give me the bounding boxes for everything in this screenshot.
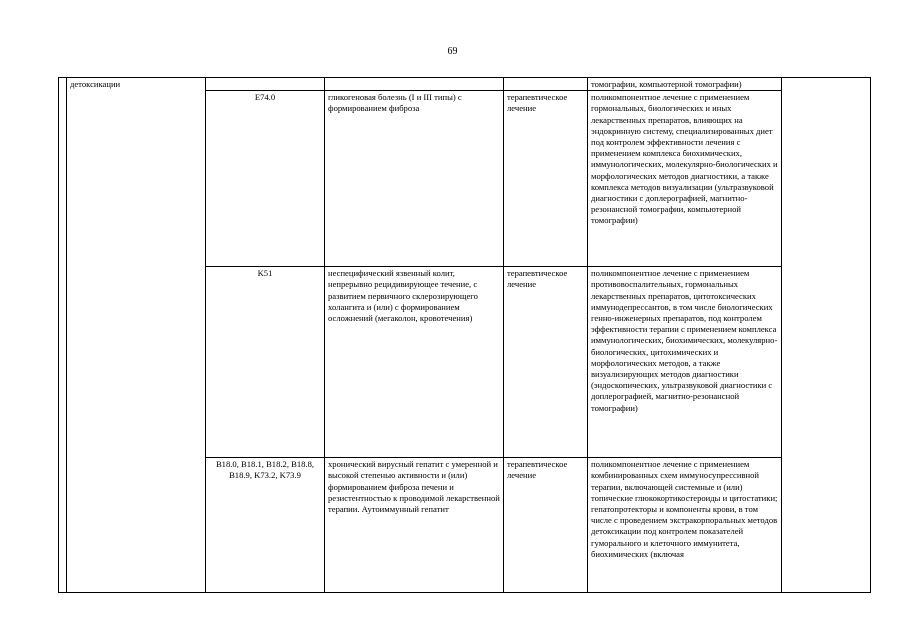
treatment-type-cell: терапевтическое лечение	[504, 458, 588, 593]
medical-care-table	[58, 77, 871, 593]
treatment-type-cell	[504, 78, 588, 91]
condition-cell: гликогеновая болезнь (I и III типы) с формированием фиброза	[325, 91, 504, 267]
number-cell	[59, 78, 67, 593]
condition-cell: хронический вирусный гепатит с умеренной и высокой степенью активности и (или) формированием фиброза печени и резистентностью к проводимой лекарственной терапии. Аутоиммунный гепатит	[325, 458, 504, 593]
cost-cell	[782, 78, 871, 593]
condition-cell: неспецифический язвенный колит, непрерывно рецидивирующее течение, с развитием первичного склерозирующего холангита и (или) с формированием осложнений (мегаколон, кровотечения)	[325, 267, 504, 458]
method-cell: поликомпонентное лечение с применением гормональных, биологических и иных лекарственных препаратов, влияющих на эндокринную систему, специализированных диет под контролем эффективности лечения с применением комплекса биохимических, иммунологических, молекулярно-биологических и морфологических методов диагностики, а также комплекса методов визуализации (ультразвуковой диагностики с доплерографией, магнитно-резонансной томографии, компьютерной томографии)	[588, 91, 782, 267]
method-cell: поликомпонентное лечение с применением комбинированных схем иммуносупрессивной терапии, включающей системные и (или) топические глюкокортикостероиды и цитостатики; гепатопротекторы и компоненты крови, в том числе с проведением экстракорпоральных методов детоксикации под контролем показателей гуморального и клеточного иммунитета, биохимических (включая	[588, 458, 782, 593]
method-cell: томографии, компьютерной томографии)	[588, 78, 782, 91]
method-cell: поликомпонентное лечение с применением противовоспалительных, гормональных лекарственных препаратов, цитотоксических иммунодепрессантов, в том числе биологических генно-инженерных препаратов, под контролем эффективности терапии с применением комплекса иммунологических, биохимических, молекулярно-биологических, цитохимических и морфологических методов, а также визуализирующих методов диагностики (эндоскопических, ультразвуковой диагностики с доплерографией, магнитно-резонансной томографии)	[588, 267, 782, 458]
treatment-type-cell: терапевтическое лечение	[504, 91, 588, 267]
code-cell: B18.0, B18.1, B18.2, B18.8, B18.9, K73.2, K73.9	[206, 458, 325, 593]
condition-cell	[325, 78, 504, 91]
code-cell: K51	[206, 267, 325, 458]
page-number: 69	[447, 46, 458, 57]
table-row-continuation	[59, 78, 871, 91]
profile-cell: детоксикации	[67, 78, 206, 593]
treatment-type-cell: терапевтическое лечение	[504, 267, 588, 458]
code-cell: E74.0	[206, 91, 325, 267]
code-cell	[206, 78, 325, 91]
